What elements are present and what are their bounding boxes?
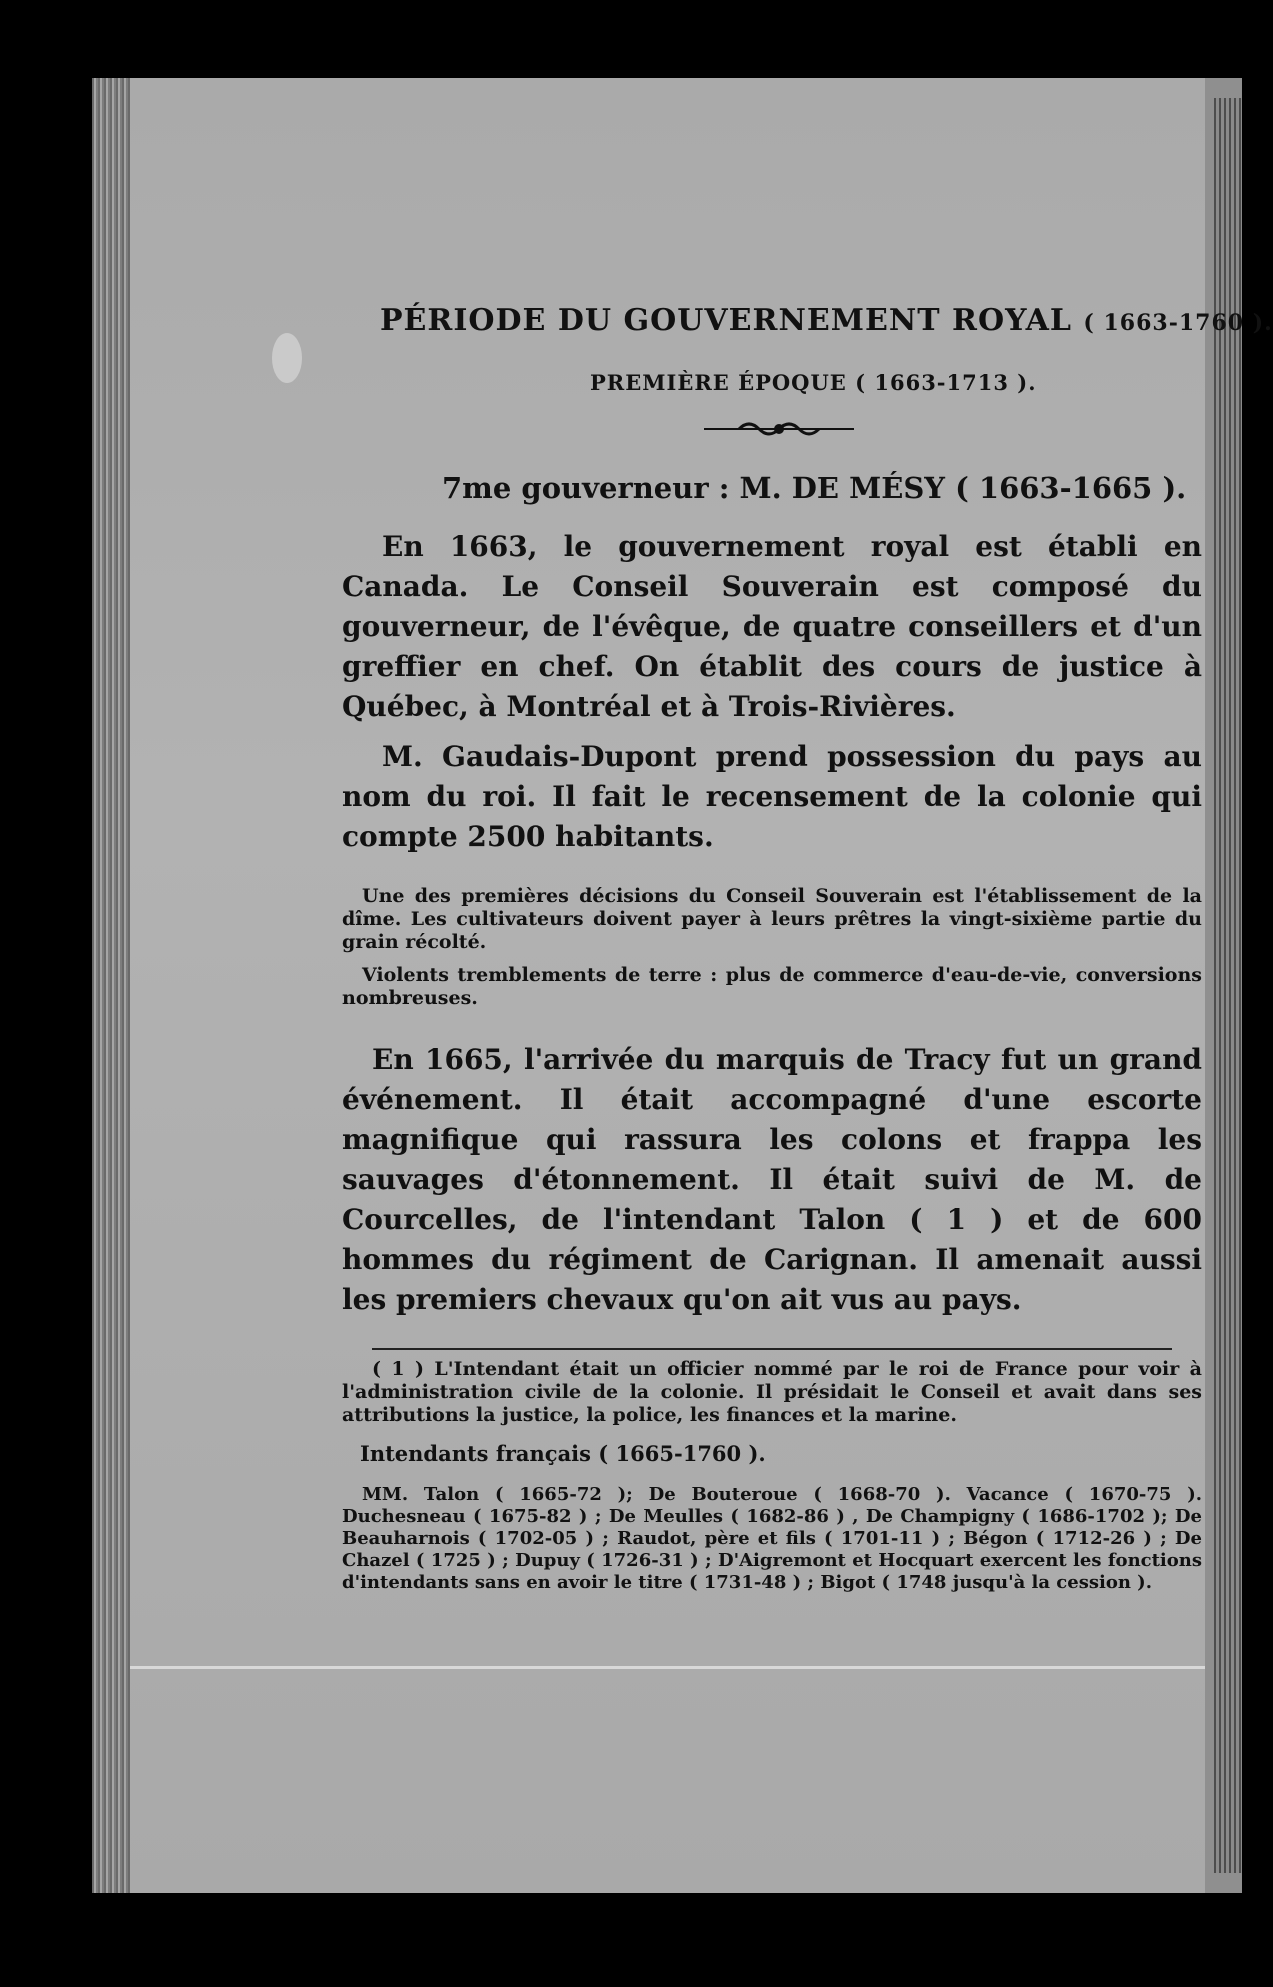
text-area: [342, 265, 1273, 1594]
intendants-list: MM. Talon ( 1665-72 ); De Bouteroue ( 1668-70 ). Vacance ( 1670-75 ). Duchesneau ( 1675-82 ) ; De Meulles ( 1682-86 ) , De Champigny ( 1686-1702 ); De Beauharnois ( 1702-05 ) ; Raudot, père et fils ( 1701-11 ) ; Bégon ( 1712-26 ) ; De Chazel ( 1725 ) ; Dupuy ( 1726-31 ) ; D'Aigremont et Hocquart exercent les fonctions d'intendants sans en avoir le titre ( 1731-48 ) ; Bigot ( 1748 jusqu'à la cession ).: [342, 1484, 1202, 1593]
ornament-divider-icon: [704, 417, 854, 441]
footnote-intendant: ( 1 ) L'Intendant était un officier nommé par le roi de France pour voir à l'administration civile de la colonie. Il présidait le Conseil et avait dans ses attributions la justice, la police, les finances et la marine.: [342, 1358, 1202, 1426]
period-title: [380, 303, 1273, 338]
period-title-text: PÉRIODE DU GOUVERNEMENT ROYAL: [380, 303, 1072, 338]
note-earthquakes: Violents tremblements de terre : plus de commerce d'eau-de-vie, conversions nombreuses.: [342, 964, 1202, 1009]
book-spine: [1214, 98, 1242, 1873]
paper-speck: [272, 333, 302, 383]
paragraph-tracy: En 1665, l'arrivée du marquis de Tracy fut un grand événement. Il était accompagné d'une escorte magnifique qui rassura les colons et frappa les sauvages d'étonnement. Il était suivi de M. de Courcelles, de l'intendant Talon ( 1 ) et de 600 hommes du régiment de Carignan. Il amenait aussi les premiers chevaux qu'on ait vus au pays.: [342, 1043, 1202, 1316]
epoch-heading: PREMIÈRE ÉPOQUE ( 1663-1713 ).: [590, 370, 1037, 395]
paragraph-royal-government: En 1663, le gouvernement royal est établi en Canada. Le Conseil Souverain est composé du gouverneur, de l'évêque, de quatre conseillers et d'un greffier en chef. On établit des cours de justice à Québec, à Montréal et à Trois-Rivières.: [342, 530, 1202, 723]
footnote-rule: [372, 1348, 1172, 1350]
scan-line: [130, 1666, 1205, 1669]
intendants-heading: Intendants français ( 1665-1760 ).: [360, 1441, 766, 1466]
period-dates: ( 1663-1760 ).: [1083, 310, 1273, 336]
note-tithe: Une des premières décisions du Conseil Souverain est l'établissement de la dîme. Les cultivateurs doivent payer à leurs prêtres la vingt-sixième partie du grain récolté.: [342, 885, 1202, 953]
paragraph-census: M. Gaudais-Dupont prend possession du pays au nom du roi. Il fait le recensement de la colonie qui compte 2500 habitants.: [342, 740, 1202, 853]
governor-heading: 7me gouverneur : M. DE MÉSY ( 1663-1665 ).: [442, 471, 1187, 505]
page-edges: [92, 78, 130, 1893]
